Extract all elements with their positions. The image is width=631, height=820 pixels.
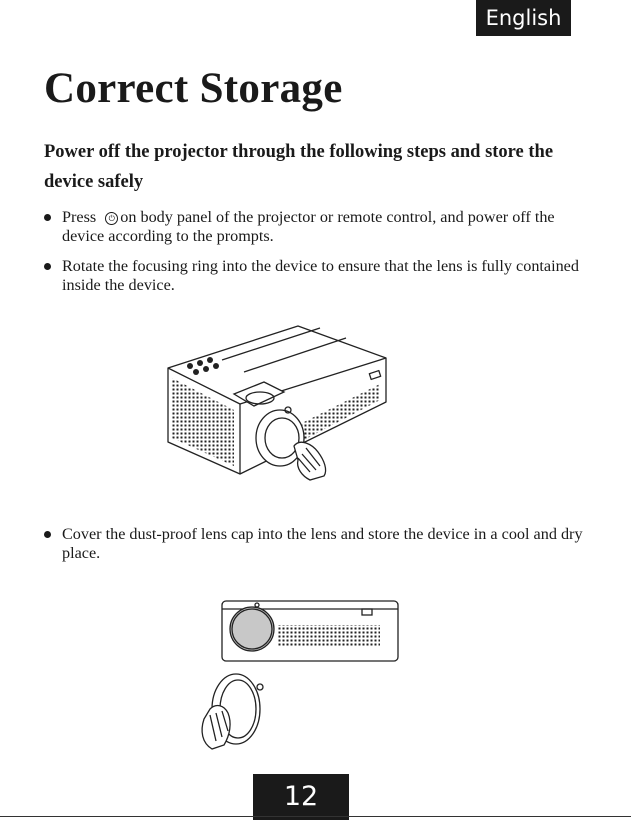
language-badge: English xyxy=(476,0,571,36)
footer-divider xyxy=(0,816,631,817)
bullet-dot xyxy=(44,531,51,538)
step-1-text-a: Press xyxy=(62,208,101,226)
power-icon: ⏻ xyxy=(105,212,118,225)
step-3 xyxy=(44,525,584,563)
bullet-dot xyxy=(44,214,51,221)
projector-focus-ring-illustration xyxy=(160,320,396,488)
page-subtitle: Power off the projector through the following steps and store the device safely xyxy=(44,142,554,192)
step-1 xyxy=(44,208,584,246)
steps-list-continued xyxy=(44,525,584,574)
step-1-text-b: on body panel of the projector or remote control, and power off the device according to the prompts. xyxy=(62,208,555,245)
step-3-text: Cover the dust-proof lens cap into the lens and store the device in a cool and dry place. xyxy=(62,525,583,562)
page-title: Correct Storage xyxy=(44,65,343,112)
bullet-dot xyxy=(44,263,51,270)
steps-list xyxy=(44,208,584,306)
step-2-text: Rotate the focusing ring into the device to ensure that the lens is fully contained inside the device. xyxy=(62,257,579,294)
projector-lens-cap-illustration xyxy=(190,595,405,760)
page-number: 12 xyxy=(253,774,349,820)
step-2 xyxy=(44,257,584,295)
